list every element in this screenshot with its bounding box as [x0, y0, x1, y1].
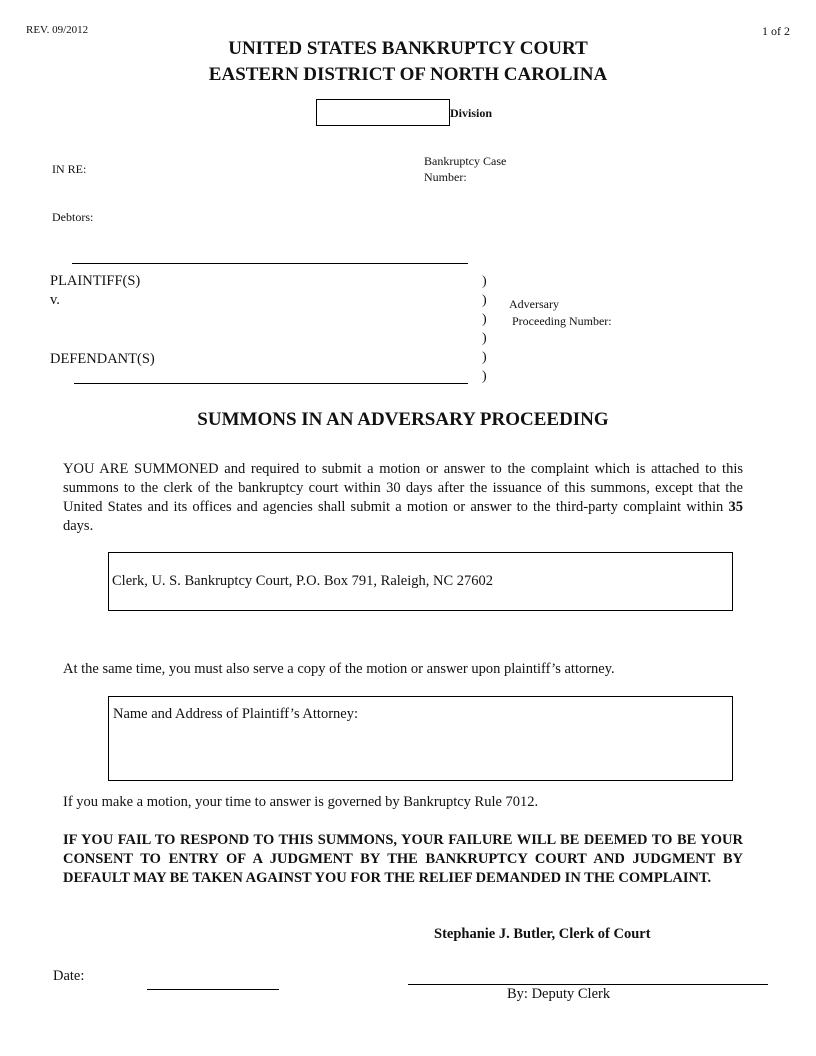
paren: ) [482, 312, 487, 327]
paren: ) [482, 293, 487, 308]
case-number-label-2: Number: [424, 170, 467, 184]
paren: ) [482, 369, 487, 384]
deputy-signature-line[interactable] [408, 984, 768, 985]
versus-label: v. [50, 292, 60, 308]
summons-paragraph [63, 460, 743, 536]
date-label: Date: [53, 968, 85, 984]
revision-label: REV. 09/2012 [26, 24, 89, 36]
division-field[interactable] [316, 99, 450, 126]
date-line[interactable] [147, 989, 279, 990]
attorney-box[interactable] [108, 696, 733, 781]
page-number: 1 of 2 [762, 24, 790, 38]
defendants-label: DEFENDANT(S) [50, 351, 155, 367]
paren: ) [482, 331, 487, 346]
clerk-of-court: Stephanie J. Butler, Clerk of Court [434, 926, 651, 942]
warning-paragraph: IF YOU FAIL TO RESPOND TO THIS SUMMONS, YOUR FAILURE WILL BE DEEMED TO BE YOUR CONSENT TO ENTRY OF A JUDGMENT BY THE BANKRUPTCY COURT AND JUDGMENT BY DEFAULT MAY BE TAKEN AGAINST YOU FOR THE RELIEF DEMANDED IN THE COMPLAINT. [63, 832, 743, 886]
motion-paragraph: If you make a motion, your time to answer is governed by Bankruptcy Rule 7012. [63, 794, 539, 810]
defendants-line [74, 383, 468, 384]
case-number-label-1: Bankruptcy Case [424, 154, 507, 168]
plaintiffs-label: PLAINTIFF(S) [50, 273, 141, 289]
court-district: EASTERN DISTRICT OF NORTH CAROLINA [208, 64, 608, 85]
paren: ) [482, 350, 487, 365]
summons-days: 35 [728, 499, 743, 515]
summons-text-before: YOU ARE SUMMONED and required to submit a motion or answer to the complaint which is attached to this summons to the clerk of the bankruptcy court within 30 days after the issuance of this summons, except that the United States and its offices and agencies shall submit a motion or answer to the third-party complaint within [63, 461, 743, 515]
adversary-label-2: Proceeding Number: [512, 314, 612, 328]
court-name: UNITED STATES BANKRUPTCY COURT [228, 38, 588, 59]
clerk-address: Clerk, U. S. Bankruptcy Court, P.O. Box 791, Raleigh, NC 27602 [112, 573, 494, 589]
debtors-label: Debtors: [52, 210, 94, 224]
document-title: SUMMONS IN AN ADVERSARY PROCEEDING [197, 409, 609, 430]
in-re-label: IN RE: [52, 162, 87, 176]
adversary-label-1: Adversary [509, 297, 559, 311]
attorney-box-label: Name and Address of Plaintiff’s Attorney: [113, 706, 358, 722]
by-deputy-clerk: By: Deputy Clerk [507, 986, 611, 1002]
serve-paragraph: At the same time, you must also serve a copy of the motion or answer upon plaintiff’s attorney. [63, 661, 615, 677]
division-label: Division [450, 106, 493, 120]
debtors-signature-line [72, 263, 468, 264]
summons-text-after: days. [63, 518, 94, 534]
clerk-address-box [108, 552, 733, 611]
paren: ) [482, 274, 487, 289]
division-input[interactable] [320, 100, 448, 124]
